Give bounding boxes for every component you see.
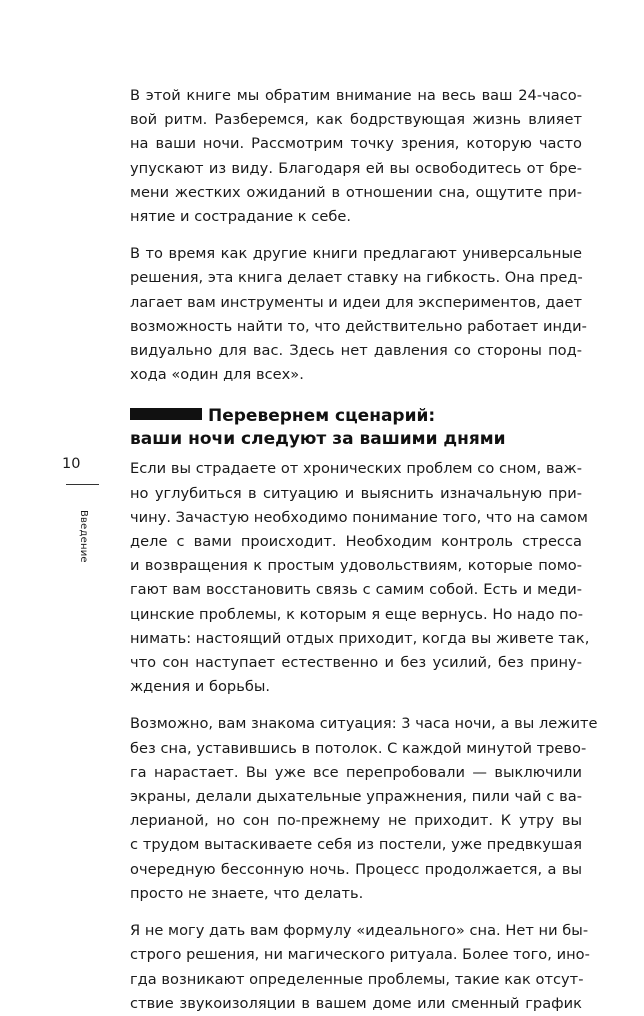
text-line: ждения и борьбы. — [130, 678, 271, 696]
intro-paragraph-2 — [130, 242, 587, 387]
section-paragraph-3 — [130, 919, 590, 1016]
text-line: нимать: настоящий отдых приходит, когда вы живете так, — [130, 629, 590, 647]
text-line: Если вы страдаете от хронических проблем со сном, важ- — [130, 460, 582, 478]
text-line: упускают из виду. Благодаря ей вы освободитесь от бре- — [130, 159, 582, 177]
text-line: но углубиться в ситуацию и выяснить изначальную при- — [130, 484, 582, 502]
heading-bar-mark — [130, 408, 202, 420]
section-paragraph-2 — [130, 712, 598, 906]
text-line: Я не могу дать вам формулу «идеального» сна. Нет ни бы- — [130, 922, 589, 940]
text-line: нятие и сострадание к себе. — [130, 208, 352, 226]
text-line: чину. Зачастую необходимо понимание того, что на самом — [130, 508, 588, 526]
text-line: хода «один для всех». — [130, 366, 304, 384]
text-line: что сон наступает естественно и без усилий, без прину- — [130, 654, 582, 672]
text-line: цинские проблемы, к которым я еще вернусь. Но надо по- — [130, 605, 583, 623]
text-line: решения, эта книга делает ставку на гибкость. Она пред- — [130, 269, 583, 287]
text-line: гают вам восстановить связь с самим собой. Есть и меди- — [130, 581, 582, 599]
text-line: на ваши ночи. Рассмотрим точку зрения, которую часто — [130, 135, 582, 153]
text-line: деле с вами происходит. Необходим контроль стресса — [130, 533, 582, 551]
text-line: мени жестких ожиданий в отношении сна, ощутите при- — [130, 183, 582, 201]
text-line: ствие звукоизоляции в вашем доме или сменный график — [130, 994, 582, 1012]
text-column — [130, 84, 598, 1016]
text-line: и возвращения к простым удовольствиям, которые помо- — [130, 557, 582, 575]
text-line: вой ритм. Разберемся, как бодрствующая жизнь влияет — [130, 111, 582, 129]
text-line: возможность найти то, что действительно работает инди- — [130, 317, 587, 335]
text-line: без сна, уставившись в потолок. С каждой минутой трево- — [130, 739, 587, 757]
section-heading-line-2: ваши ночи следуют за вашими днями — [130, 429, 506, 450]
text-line: лерианой, но сон по-прежнему не приходит. К утру вы — [130, 812, 582, 830]
text-line: просто не знаете, что делать. — [130, 884, 364, 902]
margin-rule — [66, 484, 99, 485]
text-line: с трудом вытаскиваете себя из постели, уже предвкушая — [130, 836, 582, 854]
section-heading — [130, 405, 582, 451]
text-line: видуально для вас. Здесь нет давления со стороны под- — [130, 342, 582, 360]
section-paragraph-1 — [130, 457, 590, 699]
text-line: Возможно, вам знакома ситуация: 3 часа ночи, а вы лежите — [130, 715, 598, 733]
section-heading-line-1: Перевернем сценарий: — [208, 406, 436, 427]
intro-paragraph-1 — [130, 84, 582, 229]
running-head: Введение — [78, 510, 89, 563]
text-line: гда возникают определенные проблемы, такие как отсут- — [130, 970, 584, 988]
text-line: В этой книге мы обратим внимание на весь ваш 24-часо- — [130, 87, 582, 104]
text-line: В то время как другие книги предлагают универсальные — [130, 245, 582, 263]
text-line: га нарастает. Вы уже все перепробовали — выключили — [130, 763, 582, 781]
text-line: строго решения, ни магического ритуала. Более того, ино- — [130, 946, 590, 964]
text-line: очередную бессонную ночь. Процесс продолжается, а вы — [130, 860, 582, 878]
text-line: лагает вам инструменты и идеи для экспериментов, дает — [130, 293, 582, 311]
page-number: 10 — [62, 456, 81, 472]
text-line: экраны, делали дыхательные упражнения, пили чай с ва- — [130, 788, 582, 806]
